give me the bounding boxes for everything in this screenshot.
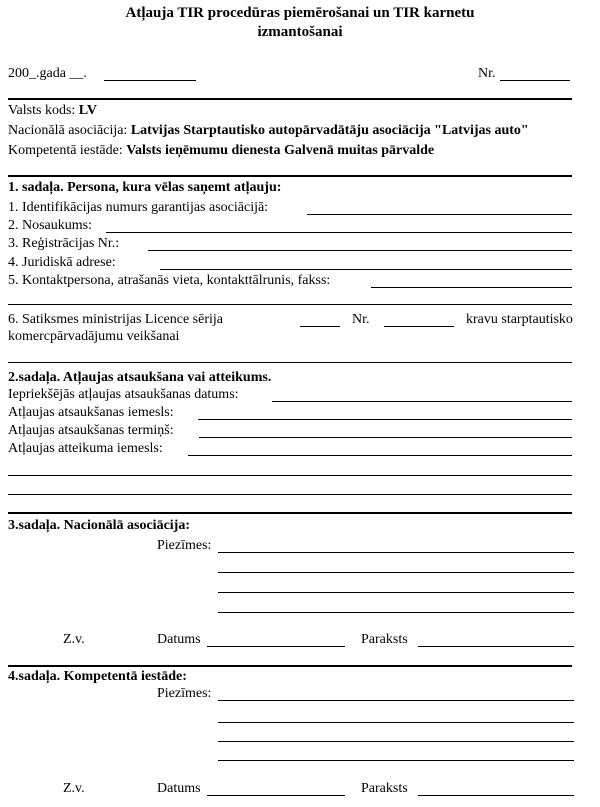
form-title-line1: Atļauja TIR procedūras piemērošanai un TIR karnetu [125, 5, 475, 21]
national-association: Nacionālā asociācija: Latvijas Starptautisko autopārvadātāju asociācija "Latvijas auto" [8, 123, 529, 138]
form-title-line2: izmantošanai [257, 24, 343, 40]
s3-date-field[interactable] [207, 646, 345, 647]
s4-sign-label: Paraksts [361, 781, 408, 796]
licence-nr-label: Nr. [352, 312, 370, 327]
s1-legal-address-field[interactable] [160, 269, 572, 270]
s4-seal-label: Z.v. [63, 781, 85, 796]
s4-notes-line[interactable] [218, 700, 574, 701]
s1-field-label: 2. Nosaukums: [8, 218, 92, 233]
date-field[interactable] [104, 80, 196, 81]
divider [8, 98, 572, 100]
s2-extra-line[interactable] [8, 475, 572, 476]
s2-field-label: Iepriekšējās atļaujas atsaukšanas datums: [8, 387, 239, 402]
s4-notes-label: Piezīmes: [157, 686, 212, 701]
s2-revocation-reason-field[interactable] [198, 419, 572, 420]
divider [8, 175, 572, 177]
s2-prev-revocation-date-field[interactable] [272, 401, 572, 402]
s3-signature-field[interactable] [418, 646, 574, 647]
s2-refusal-reason-field[interactable] [188, 455, 572, 456]
s3-notes-label: Piezīmes: [157, 538, 212, 553]
nr-label: Nr. [478, 66, 496, 81]
section4-heading: 4.sadaļa. Kompetentā iestāde: [8, 669, 187, 684]
s3-date-label: Datums [157, 632, 201, 647]
s1-reg-number-field[interactable] [148, 250, 572, 251]
competent-authority: Kompetentā iestāde: Valsts ieņēmumu dienesta Galvenā muitas pārvalde [8, 143, 435, 158]
section1-heading: 1. sadaļa. Persona, kura vēlas saņemt atļauju: [8, 180, 282, 195]
divider [8, 362, 572, 363]
s4-signature-field[interactable] [418, 795, 574, 796]
licence-nr-field[interactable] [384, 326, 454, 327]
divider [8, 304, 572, 305]
s4-date-field[interactable] [207, 795, 345, 796]
s1-id-number-field[interactable] [307, 214, 572, 215]
s2-field-label: Atļaujas atsaukšanas termiņš: [8, 423, 174, 438]
s4-date-label: Datums [157, 781, 201, 796]
s1-field-label: 5. Kontaktpersona, atrašanās vieta, kontakttālrunis, fakss: [8, 273, 331, 288]
s1-field-label: 1. Identifikācijas numurs garantijas asociācijā: [8, 200, 269, 215]
s4-notes-line[interactable] [218, 741, 574, 742]
licence-series-label: 6. Satiksmes ministrijas Licence sērija [8, 312, 224, 327]
divider [8, 512, 572, 514]
s3-sign-label: Paraksts [361, 632, 408, 647]
s2-field-label: Atļaujas atsaukšanas iemesls: [8, 405, 174, 420]
licence-purpose-label: kravu starptautisko [466, 312, 573, 327]
date-prefix: 200_.gada __. [8, 66, 87, 81]
s3-notes-line[interactable] [218, 612, 574, 613]
s2-field-label: Atļaujas atteikuma iemesls: [8, 441, 163, 456]
s2-revocation-term-field[interactable] [199, 437, 572, 438]
divider [8, 665, 572, 667]
s1-name-field[interactable] [106, 232, 572, 233]
s2-extra-line[interactable] [8, 494, 572, 495]
s1-field-label: 3. Reģistrācijas Nr.: [8, 236, 120, 251]
s3-notes-line[interactable] [218, 552, 574, 553]
s4-notes-line[interactable] [218, 760, 574, 761]
licence-purpose-label-2: komercpārvadājumu veikšanai [8, 329, 180, 344]
s3-seal-label: Z.v. [63, 632, 85, 647]
section2-heading: 2.sadaļa. Atļaujas atsaukšana vai atteikums. [8, 370, 272, 385]
nr-field[interactable] [500, 80, 570, 81]
s3-notes-line[interactable] [218, 592, 574, 593]
s1-contact-field[interactable] [371, 287, 572, 288]
s3-notes-line[interactable] [218, 572, 574, 573]
s1-field-label: 4. Juridiskā adrese: [8, 255, 116, 270]
section3-heading: 3.sadaļa. Nacionālā asociācija: [8, 518, 190, 533]
country-code: Valsts kods: LV [8, 103, 97, 118]
licence-series-field[interactable] [300, 326, 340, 327]
s4-notes-line[interactable] [218, 722, 574, 723]
